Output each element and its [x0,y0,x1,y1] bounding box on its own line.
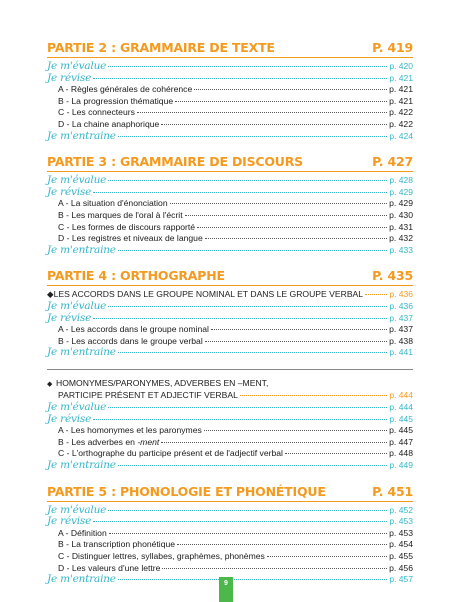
row-page: p. 424 [389,130,413,141]
row-label: PARTICIPE PRÉSENT ET ADJECTIF VERBAL [58,390,238,401]
row-label: A - Les accords dans le groupe nominal [58,324,209,335]
part-2-section [47,40,413,142]
row-label: C - L'orthographe du participe présent et de l'adjectif verbal [58,448,283,459]
part-header [47,40,413,58]
row-page: p. 428 [389,175,413,186]
je-m-evalue-row[interactable] [47,61,413,73]
je-revise-row[interactable] [47,313,413,325]
row-label: Je révise [47,71,92,84]
leader-dots [170,203,387,204]
row-label: Je révise [47,515,92,528]
toc-item[interactable] [47,222,413,234]
row-page: p. 421 [389,95,413,106]
row-page: p. 457 [389,574,413,585]
je-m-evalue-row[interactable] [47,175,413,187]
table-of-contents [47,40,413,598]
leader-dots [93,419,387,420]
part-header [47,154,413,172]
row-page: p. 430 [389,209,413,220]
row-page: p. 453 [389,516,413,527]
je-m-evalue-row[interactable] [47,402,413,414]
je-revise-row[interactable] [47,187,413,199]
row-label: Je m'évalue [47,60,107,72]
row-page: p. 422 [389,118,413,129]
row-label: A - La situation d'énonciation [58,198,168,209]
leader-dots [161,124,387,125]
leader-dots [93,521,387,522]
leader-dots [93,318,387,319]
part-title: PARTIE 4 : ORTHOGRAPHE [47,268,225,284]
row-page: p. 420 [389,61,413,71]
row-label: Je m'entraine [47,129,116,142]
diamond-bullet-icon: ◆ [47,380,53,388]
subsection-heading[interactable] [47,378,413,391]
part-page: P. 427 [372,154,413,170]
part-header [47,268,413,286]
leader-dots [205,341,387,342]
leader-dots [194,89,387,90]
row-page: p. 421 [389,72,413,83]
leader-dots [118,250,388,251]
row-page: p. 436 [389,300,413,311]
leader-dots [204,430,387,431]
row-page: p. 452 [389,504,413,515]
row-label: A - Les homonymes et les paronymes [58,425,202,436]
row-page: p. 429 [389,198,413,209]
row-page: p. 437 [389,312,413,323]
toc-item[interactable] [47,84,413,96]
leader-dots [109,533,387,534]
row-label: B - La progression thématique [58,95,174,106]
row-label: C - Les connecteurs [58,107,135,118]
leader-dots [285,453,387,454]
toc-item[interactable] [47,96,413,108]
part-page: P. 419 [372,40,413,55]
part-4-section [47,268,413,471]
row-page: p. 456 [389,562,413,573]
leader-dots [161,442,387,443]
je-m-entraine-row[interactable] [47,460,413,472]
leader-dots [267,556,387,557]
je-m-entraine-row[interactable] [47,347,413,359]
row-label: Je m'évalue [47,299,107,312]
row-label: C - Les formes de discours rapporté [58,221,196,232]
leader-dots [118,465,388,466]
toc-item[interactable] [47,551,413,563]
row-label: Je révise [47,185,92,198]
row-page: p. 422 [389,107,413,118]
je-m-entraine-row[interactable] [47,131,413,143]
row-label-prefix: B - Les adverbes en [58,436,138,447]
toc-item[interactable] [47,437,413,449]
subsection-title: LES ACCORDS DANS LE GROUPE NOMINAL ET DANS LE GROUPE VERBAL [53,289,364,300]
row-page: p. 448 [389,448,413,459]
je-m-evalue-row[interactable] [47,301,413,313]
part-page: P. 451 [372,483,413,499]
row-label: B - Les marques de l'oral à l'écrit [58,209,183,220]
row-page: p. 429 [389,186,413,197]
row-page: p. 445 [389,425,413,436]
part-page: P. 435 [372,268,413,284]
leader-dots [185,215,387,216]
row-label: A - Règles générales de cohérence [58,84,193,95]
je-revise-row[interactable] [47,516,413,528]
leader-dots [108,407,387,408]
divider [47,369,413,370]
row-label: A - Définition [58,527,107,538]
row-page: p. 433 [389,244,413,255]
leader-dots [211,329,387,330]
leader-dots [205,238,387,239]
leader-dots [93,78,387,79]
part-5-section [47,484,413,586]
leader-dots [108,306,387,307]
row-page: p. 453 [389,527,413,538]
toc-item[interactable] [47,198,413,210]
toc-item[interactable] [47,528,413,540]
leader-dots [118,579,388,580]
row-page: p. 445 [389,413,413,424]
leader-dots [118,136,388,137]
row-page: p. 444 [389,402,413,413]
part-title: PARTIE 5 : PHONOLOGIE ET PHONÉTIQUE [47,483,326,499]
row-label: Je m'évalue [47,174,107,187]
row-page: p. 449 [389,460,413,471]
toc-item[interactable] [47,324,413,336]
leader-dots [197,227,387,228]
part-header [47,484,413,502]
leader-dots [108,510,387,511]
leader-dots [162,568,387,569]
je-m-evalue-row[interactable] [47,505,413,517]
toc-item[interactable] [47,210,413,222]
row-label: Je révise [47,311,92,324]
row-page: p. 432 [389,233,413,244]
row-label: Je m'entraine [47,573,116,586]
toc-item[interactable] [47,107,413,119]
toc-item[interactable] [47,539,413,551]
row-page: p. 454 [389,539,413,550]
row-page: p. 421 [389,84,413,95]
row-page: p. 431 [389,221,413,232]
row-label: B - La transcription phonétique [58,539,176,550]
part-title: PARTIE 2 : GRAMMAIRE DE TEXTE [47,40,275,55]
row-label: D - Les valeurs d'une lettre [58,562,161,573]
row-page: p. 437 [389,324,413,335]
row-page: p. 447 [389,436,413,447]
row-page: p. 441 [389,347,413,358]
row-label: B - Les accords dans le groupe verbal [58,335,203,346]
je-m-entraine-row[interactable] [47,245,413,257]
je-revise-row[interactable] [47,414,413,426]
page-number-tab: 9 [219,577,233,602]
row-label [58,437,159,449]
row-label-italic: -ment [137,436,160,447]
row-page: p. 455 [389,551,413,561]
leader-dots [118,352,388,353]
part-title: PARTIE 3 : GRAMMAIRE DE DISCOURS [47,154,303,170]
leader-dots [137,112,387,113]
leader-dots [365,294,387,295]
diamond-bullet-icon: ◆ [47,289,54,300]
row-label: D - Les registres et niveaux de langue [58,233,203,244]
toc-item[interactable] [47,425,413,437]
part-3-section [47,154,413,256]
leader-dots [177,544,387,545]
row-label: D - La chaine anaphorique [58,118,160,129]
leader-dots [93,192,387,193]
row-label: Je m'entraine [47,346,116,359]
row-page: p. 444 [389,390,413,401]
row-label: Je révise [47,412,92,425]
row-label: C - Distinguer lettres, syllabes, graphèmes, phonèmes [58,551,265,561]
row-label: Je m'évalue [47,401,107,414]
row-label: Je m'entraine [47,459,116,472]
toc-item[interactable] [47,233,413,245]
row-page: p. 438 [389,335,413,346]
je-revise-row[interactable] [47,73,413,85]
leader-dots [108,180,387,181]
row-label: Je m'entraine [47,243,116,256]
leader-dots [240,395,387,396]
leader-dots [175,101,387,102]
subsection-title: HOMONYMES/PARONYMES, ADVERBES EN –MENT, [56,377,269,388]
toc-item[interactable] [47,119,413,131]
leader-dots [108,66,387,67]
row-label: Je m'évalue [47,503,107,516]
row-page: p. 436 [389,289,413,300]
